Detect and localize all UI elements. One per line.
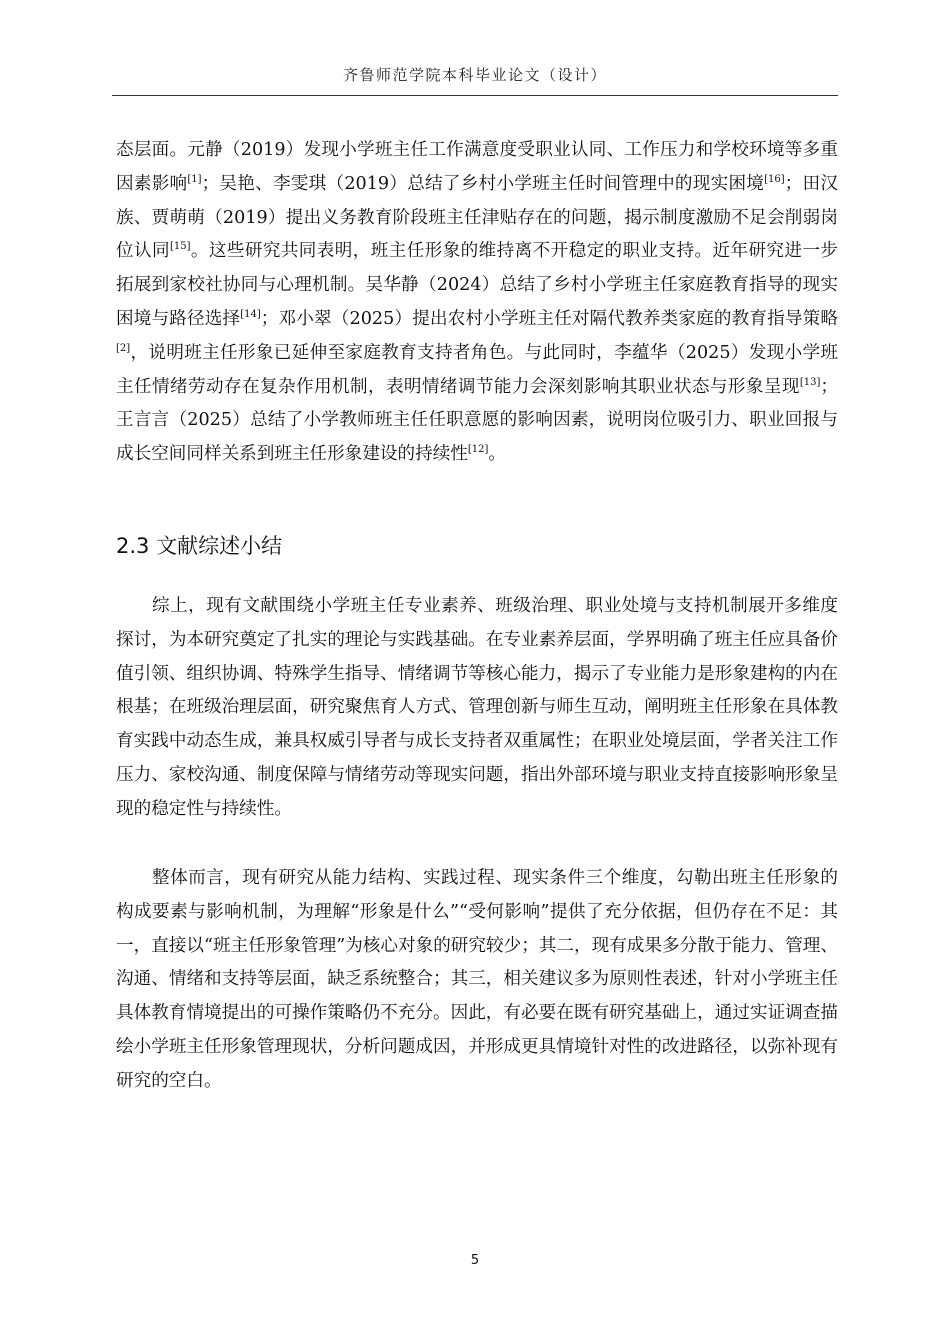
running-header: 齐鲁师范学院本科毕业论文（设计） [342,66,607,84]
paragraph-text: ；田汉族、贾萌萌（2019）提出义务教育阶段班主任津贴存在的问题，揭示制度激励不足会削弱岗位认同 [116,173,838,262]
citation-marker: [14] [240,309,261,321]
paragraph-text: 态层面。元静（2019）发现小学班主任工作满意度受职业认同、工作压力和学校环境等多重因素影响 [116,140,838,194]
citation-marker: [16] [764,173,785,185]
citation-marker: [12] [467,444,489,456]
paragraph-text: ；邓小翠（2025）提出农村小学班主任对隔代教养类家庭的教育指导策略 [260,308,838,329]
paragraph-text: 综上，现有文献围绕小学班主任专业素养、班级治理、职业处境与支持机制展开多维度探讨，为本研究奠定了扎实的理论与实践基础。在专业素养层面，学界明确了班主任应具备价值引领、组织协调、特殊学生指导、情绪调节等核心能力，揭示了专业能力是形象建构的内在根基；在班级治理层面，研究聚焦育人方式、管理创新与师生互动，阐明班主任形象在具体教育实践中动态生成，兼具权威引导者与成长支持者双重属性；在职业处境层面，学者关注工作压力、家校沟通、制度保障与情绪劳动等现实问题，指出外部环境与职业支持直接影响形象呈现的稳定性与持续性。 [116,596,838,819]
body-paragraph [116,862,838,1099]
citation-marker: [15] [169,241,191,253]
body-paragraph [116,590,838,827]
section-heading: 2.3 文献综述小结 [116,534,283,558]
citation-marker: [2] [116,342,131,354]
paragraph-text: 整体而言，现有研究从能力结构、实践过程、现实条件三个维度，勾勒出班主任形象的构成要素与影响机制，为理解“形象是什么”“受何影响”提供了充分依据，但仍存在不足：其一，直接以“班主任形象管理”为核心对象的研究较少；其二，现有成果多分散于能力、管理、沟通、情绪和支持等层面，缺乏系统整合；其三，相关建议多为原则性表述，针对小学班主任具体教育情境提出的可操作策略仍不充分。因此，有必要在既有研究基础上，通过实证调查描绘小学班主任形象管理现状，分析问题成因，并形成更具情境针对性的改进路径，以弥补现有研究的空白。 [116,868,838,1091]
body-paragraph [116,134,838,472]
paragraph-text: 。 [488,444,507,465]
citation-marker: [1] [187,173,202,185]
header-divider [112,95,838,96]
paragraph-text: 。这些研究共同表明，班主任形象的维持离不开稳定的职业支持。近年研究进一步拓展到家校社协同与心理机制。吴华静（2024）总结了乡村小学班主任家庭教育指导的现实困境与路径选择 [116,241,838,329]
paragraph-text: ；吴艳、李雯琪（2019）总结了乡村小学班主任时间管理中的现实困境 [201,173,765,194]
paragraph-text: ，说明班主任形象已延伸至家庭教育支持者角色。与此同时，李蕴华（2025）发现小学班主任情绪劳动存在复杂作用机制，表明情绪调节能力会深刻影响其职业状态与形象呈现 [116,342,838,397]
citation-marker: [13] [799,376,821,388]
page-number: 5 [470,1253,480,1268]
paragraph-text: ；王言言（2025）总结了小学教师班主任任职意愿的影响因素，说明岗位吸引力、职业回报与成长空间同样关系到班主任形象建设的持续性 [116,376,838,465]
